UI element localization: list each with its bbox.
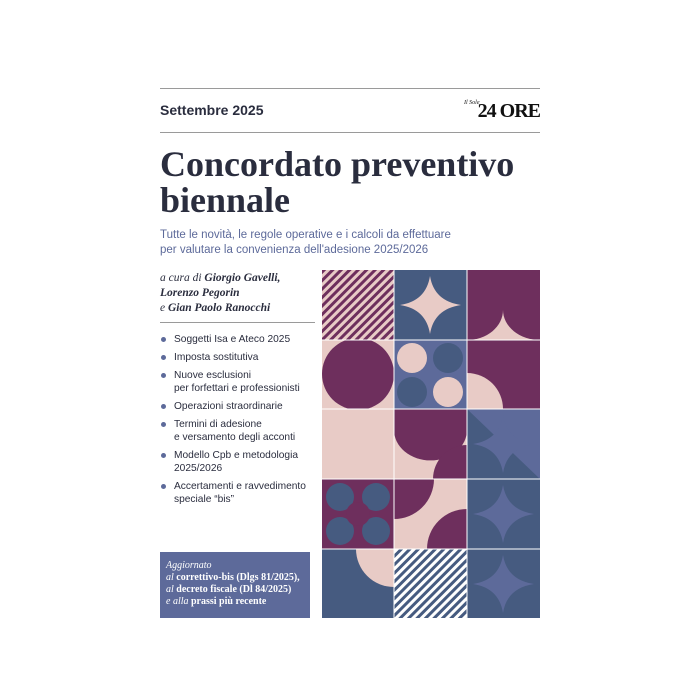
- logo-main-text: 24 ORE: [477, 100, 540, 122]
- mosaic-tile: [467, 479, 540, 549]
- authors-prefix: a cura di: [160, 272, 202, 284]
- book-subtitle: [160, 228, 540, 258]
- geometric-mosaic-artwork: [322, 270, 540, 618]
- topic-item: Accertamenti e ravvedimento speciale “bis”: [160, 480, 320, 506]
- authors-conjunction: e: [160, 302, 166, 314]
- bullet-icon: [161, 373, 166, 378]
- bullet-icon: [161, 337, 166, 342]
- edition-date: Settembre 2025: [160, 102, 264, 118]
- mosaic-tile: [467, 549, 540, 618]
- update-box: Aggiornato al correttivo-bis (Dlgs 81/2025), al decreto fiscale (Dl 84/2025) e alla prassi più recente: [160, 552, 310, 618]
- mosaic-tile: [394, 270, 467, 340]
- mosaic-tile: [322, 338, 394, 410]
- book-cover: [160, 88, 540, 620]
- header-rule: [160, 132, 540, 133]
- mosaic-tile: [322, 270, 394, 340]
- mosaic-tile: [394, 549, 467, 618]
- mosaic-tile: [322, 479, 394, 549]
- mosaic-tile: [394, 340, 467, 409]
- topic-item: Imposta sostitutiva: [160, 351, 320, 364]
- bullet-icon: [161, 355, 166, 360]
- bullet-icon: [161, 422, 166, 427]
- topic-item: Operazioni straordinarie: [160, 400, 320, 413]
- bullet-icon: [161, 404, 166, 409]
- subtitle-line-1: Tutte le novità, le regole operative e i calcoli da effettuare: [160, 229, 451, 241]
- bullet-icon: [161, 453, 166, 458]
- mosaic-tile: [467, 409, 540, 479]
- mosaic-tile: [394, 479, 467, 549]
- top-rule: [160, 88, 540, 89]
- logo-small-text: Il Sole: [464, 100, 480, 106]
- author-2: Lorenzo Pegorin: [160, 287, 240, 299]
- topic-item: Soggetti Isa e Ateco 2025: [160, 333, 320, 346]
- publisher-logo: [464, 100, 540, 122]
- author-1: Giorgio Gavelli,: [204, 272, 281, 284]
- book-title: [160, 146, 540, 218]
- subtitle-line-2: per valutare la convenienza dell'adesione 2025/2026: [160, 244, 429, 256]
- topic-item: Modello Cpb e metodologia 2025/2026: [160, 449, 320, 475]
- title-line-2: biennale: [160, 180, 291, 220]
- topic-item: Termini di adesione e versamento degli acconti: [160, 418, 320, 444]
- topic-item: Nuove esclusioni per forfettari e professionisti: [160, 369, 320, 395]
- bullet-icon: [161, 484, 166, 489]
- mosaic-tile: [467, 270, 540, 340]
- title-line-1: Concordato preventivo: [160, 144, 515, 184]
- author-3: Gian Paolo Ranocchi: [167, 302, 271, 314]
- topics-list: [160, 333, 320, 511]
- authors: [160, 271, 315, 316]
- authors-rule: [160, 322, 315, 323]
